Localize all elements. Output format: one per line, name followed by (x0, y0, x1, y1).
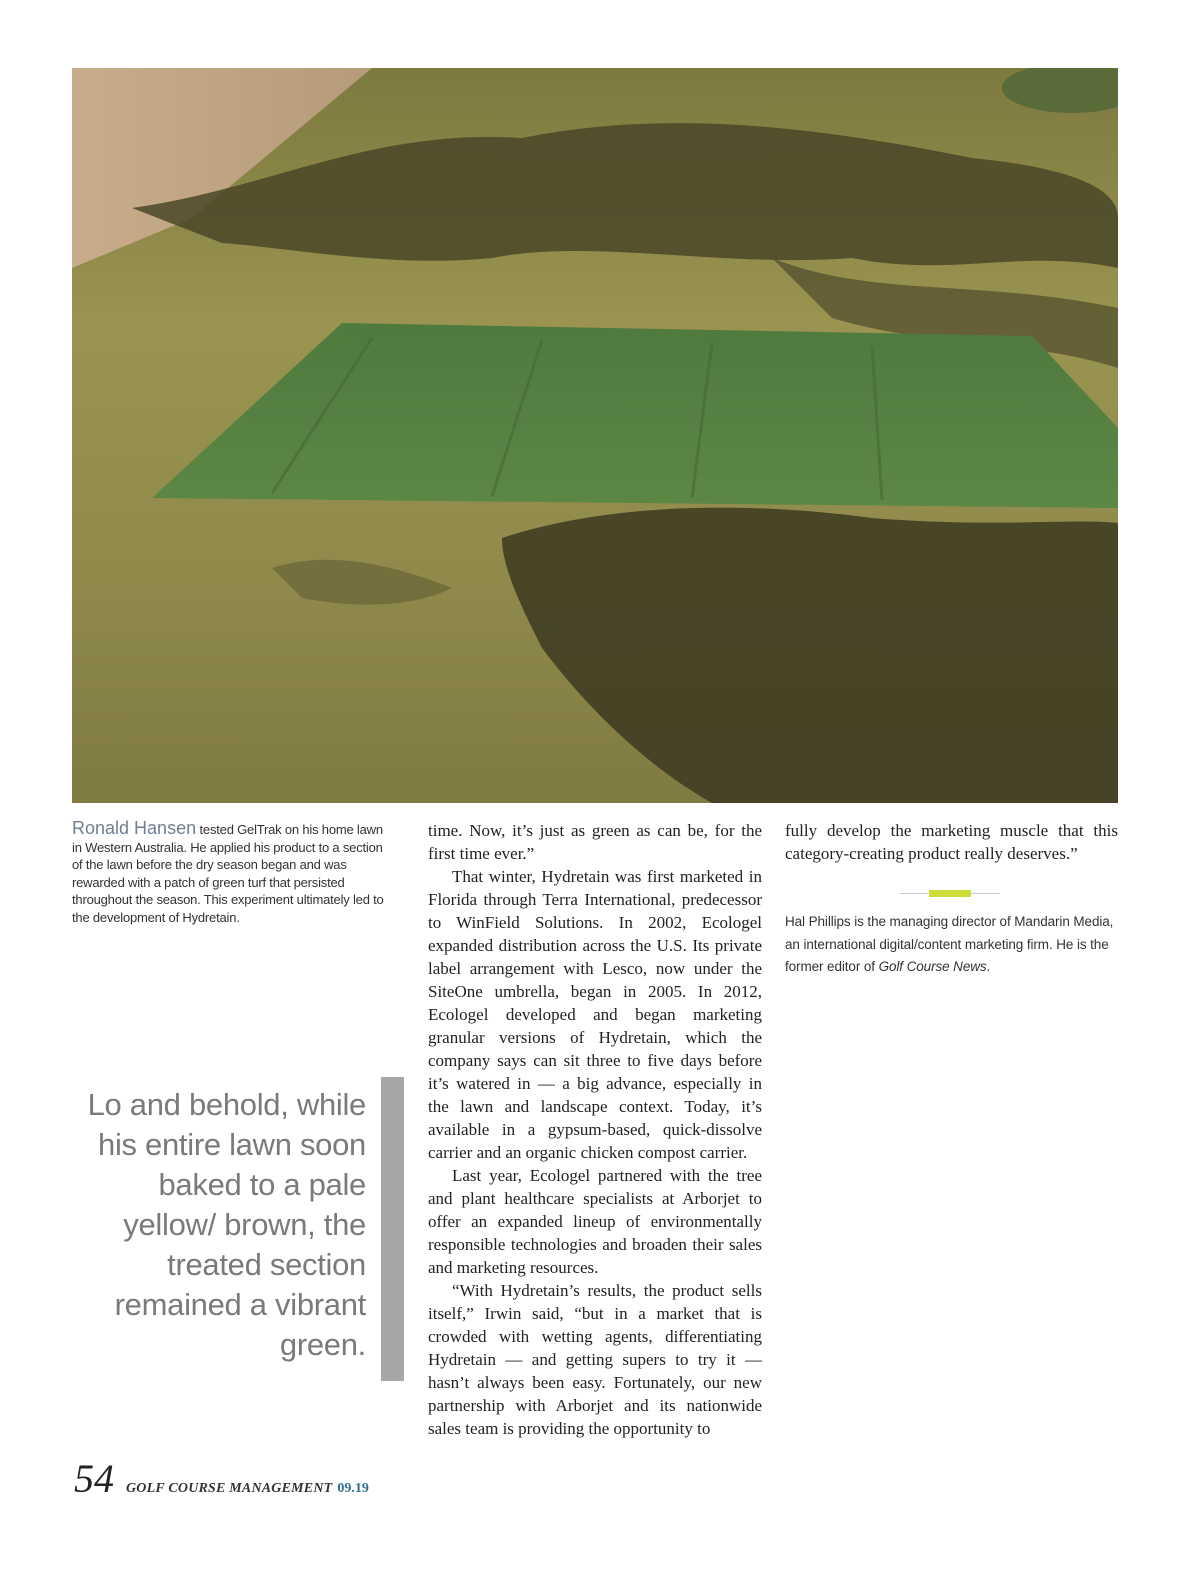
photo-caption (72, 820, 392, 926)
paragraph: time. Now, it’s just as green as can be, for the first time ever.” (428, 821, 762, 863)
caption-text: tested GelTrak on his home lawn in Western Australia. He applied his product to a section of the lawn before the dry season began and was rewarded with a patch of green turf that persisted throughout the season. This experiment ultimately led to the development of Hydretain. (72, 822, 384, 925)
publication-name: GOLF COURSE MANAGEMENT (126, 1481, 333, 1496)
caption-name: Ronald Hansen (72, 818, 197, 838)
pull-quote: Lo and behold, while his entire lawn soon baked to a pale yellow/ brown, the treated section remained a vibrant green. (87, 1087, 366, 1362)
page-number: 54 (74, 1456, 114, 1501)
divider-accent (929, 890, 971, 897)
lawn-photo-image (72, 68, 1118, 803)
issue-date: 09.19 (337, 1481, 369, 1496)
bio-text: Hal Phillips is the managing director of Mandarin Media, an international digital/content marketing firm. He is the former editor of (785, 914, 1114, 974)
author-bio (785, 911, 1118, 979)
section-divider (900, 890, 1000, 898)
paragraph: “With Hydretain’s results, the product sells itself,” Irwin said, “but in a market that is crowded with wetting agents, differentiating Hydretain — and getting supers to try it — hasn’t always been easy. Fortunately, our new partnership with Arborjet and its nationwide sales team is providing the opportunity to (428, 1281, 762, 1438)
paragraph: Last year, Ecologel partnered with the tree and plant healthcare specialists at Arborjet to offer an expanded lineup of environmentally responsible technologies and broaden their sales and marketing resources. (428, 1166, 762, 1277)
bio-end: . (986, 959, 991, 974)
paragraph: That winter, Hydretain was first marketed in Florida through Terra International, predecessor to WinField Solutions. In 2002, Ecologel expanded distribution across the U.S. Its private label arrangement with Lesco, now under the SiteOne umbrella, began in 2005. In 2012, Ecologel developed and began marketing granular versions of Hydretain, which the company says can sit three to five days before it’s watered in — a big advance, especially in the lawn and landscape context. Today, it’s available in a gypsum-based, quick-dissolve carrier and an organic chicken compost carrier. (428, 867, 762, 1162)
bio-publication: Golf Course News (878, 959, 987, 974)
lawn-photo (72, 68, 1118, 803)
article-column-middle (428, 819, 762, 1440)
paragraph: fully develop the marketing muscle that this category-creating product really deserves.” (785, 821, 1118, 863)
pull-quote-bar (381, 1077, 404, 1381)
article-column-right (785, 819, 1118, 865)
page-folio (74, 1455, 369, 1501)
